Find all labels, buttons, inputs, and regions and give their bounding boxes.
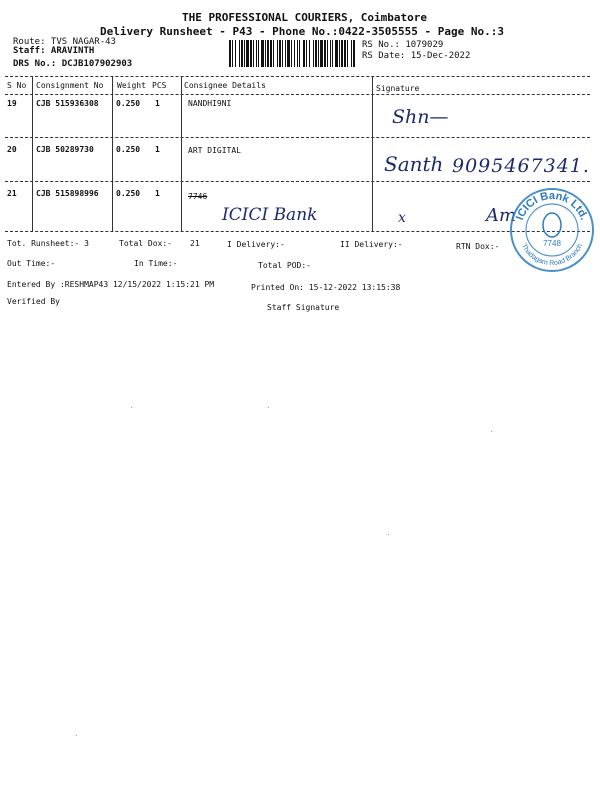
column-divider: [112, 76, 113, 231]
barcode-bar: [353, 40, 355, 67]
handwritten-phone: 9095467341.: [452, 155, 590, 177]
runsheet-subtitle: Delivery Runsheet - P43 - Phone No.:0422-3505555 - Page No.:3: [100, 25, 504, 38]
barcode-bar: [341, 40, 343, 67]
barcode-bar: [239, 40, 240, 67]
stamp-branch-name: Thadagam Road Branch: [519, 242, 585, 268]
barcode-bar: [327, 40, 328, 67]
barcode-bar: [347, 40, 348, 67]
col-header-consignment: Consignment No: [36, 81, 104, 90]
barcode-bar: [253, 40, 254, 67]
barcode-bar: [294, 40, 295, 67]
barcode-bar: [241, 40, 243, 67]
row-divider: [5, 137, 590, 138]
stamp-code: 7748: [543, 239, 561, 248]
col-header-sno: S No: [7, 81, 27, 90]
ii-delivery: II Delivery:-: [340, 240, 403, 249]
barcode-bar: [287, 40, 290, 67]
barcode-bar: [235, 40, 236, 67]
barcode-bar: [244, 40, 245, 67]
handwritten-consignee: ICICI Bank: [222, 205, 318, 225]
rtn-dox: RTN Dox:-: [456, 242, 500, 251]
barcode-bar: [256, 40, 257, 67]
entered-by: Entered By :RESHMAP43 12/15/2022 1:15:21 PM: [7, 280, 215, 289]
barcode-bar: [267, 40, 269, 67]
row-consignment: CJB 515898996: [36, 189, 99, 198]
barcode-bar: [250, 40, 252, 67]
staff-label: Staff: ARAVINTH: [13, 46, 95, 56]
row-weight: 0.250: [116, 145, 141, 154]
barcode-bar: [232, 40, 233, 67]
handwritten-signature: Santh: [384, 152, 444, 176]
column-divider: [181, 76, 182, 231]
barcode-bar: [270, 40, 272, 67]
barcode-bar: [330, 40, 331, 67]
barcode-bar: [309, 40, 310, 67]
barcode-bar: [303, 40, 305, 67]
barcode-bar: [265, 40, 266, 67]
barcode-bar: [324, 40, 326, 67]
barcode-bar: [320, 40, 323, 67]
row-sno: 19: [7, 99, 17, 108]
stamp-bank-name: ICICI Bank Ltd.: [513, 190, 591, 222]
rs-number: RS No.: 1079029: [362, 40, 444, 50]
scan-speck: [491, 431, 492, 432]
printed-on: Printed On: 15-12-2022 13:15:38: [251, 283, 401, 292]
column-divider: [372, 76, 373, 231]
row-divider: [5, 181, 590, 182]
drs-number: DRS No.: DCJB107902903: [13, 59, 133, 69]
barcode-bar: [229, 40, 231, 67]
row-consignee: 7746: [188, 192, 208, 201]
row-sno: 20: [7, 145, 17, 154]
row-weight: 0.250: [116, 99, 141, 108]
column-divider: [32, 76, 33, 231]
barcode-bar: [282, 40, 283, 67]
col-header-consignee: Consignee Details: [184, 81, 266, 90]
row-consignee: NANDHI9NI: [188, 99, 232, 108]
barcode-bar: [299, 40, 300, 67]
rs-date: RS Date: 15-Dec-2022: [362, 51, 471, 61]
bank-stamp: [509, 187, 595, 273]
barcode-bar: [246, 40, 249, 67]
scan-speck: [76, 735, 77, 736]
row-weight: 0.250: [116, 189, 141, 198]
verified-by: Verified By: [7, 297, 60, 306]
barcode-bar: [335, 40, 338, 67]
barcode-bar: [297, 40, 298, 67]
barcode-bar: [261, 40, 264, 67]
scan-speck: [268, 407, 269, 408]
barcode-bar: [273, 40, 274, 67]
barcode-bar: [313, 40, 314, 67]
bank-logo-icon: [543, 213, 561, 237]
col-header-weight: Weight: [117, 81, 146, 90]
col-header-pcs: PCS: [152, 81, 167, 90]
handwritten-signature: Am: [486, 205, 517, 226]
row-consignee: ART DIGITAL: [188, 146, 241, 155]
barcode-bar: [344, 40, 346, 67]
barcode-bar: [279, 40, 281, 67]
total-dox-label: Total Dox:-: [119, 239, 172, 248]
barcode-bar: [351, 40, 352, 67]
row-consignment: CJB 50289730: [36, 145, 94, 154]
col-header-signature: Signature: [376, 84, 420, 93]
barcode-bar: [332, 40, 333, 67]
barcode-bar: [315, 40, 317, 67]
row-sno: 21: [7, 189, 17, 198]
barcode-bar: [318, 40, 319, 67]
handwritten-signature: Shn—: [392, 106, 449, 128]
total-runsheet: Tot. Runsheet:- 3: [7, 239, 89, 248]
scan-speck: [131, 407, 132, 408]
barcode-bar: [285, 40, 286, 67]
total-pod: Total POD:-: [258, 261, 311, 270]
row-pcs: 1: [155, 145, 160, 154]
table-top-rule: [5, 76, 590, 77]
route-label: Route: TVS NAGAR-43: [13, 37, 116, 47]
row-pcs: 1: [155, 189, 160, 198]
company-title: THE PROFESSIONAL COURIERS, Coimbatore: [182, 11, 428, 24]
barcode-bar: [291, 40, 292, 67]
staff-signature-label: Staff Signature: [267, 303, 340, 312]
in-time: In Time:-: [134, 259, 178, 268]
i-delivery: I Delivery:-: [227, 240, 285, 249]
total-dox-value: 21: [190, 239, 200, 248]
table-bottom-rule: [5, 231, 590, 232]
out-time: Out Time:-: [7, 259, 56, 268]
barcode-bar: [258, 40, 259, 67]
table-header-rule: [5, 94, 590, 95]
barcode: [229, 40, 355, 67]
barcode-bar: [277, 40, 278, 67]
row-pcs: 1: [155, 99, 160, 108]
scan-speck: [388, 534, 389, 535]
row-consignment: CJB 515936308: [36, 99, 99, 108]
barcode-bar: [339, 40, 340, 67]
barcode-bar: [306, 40, 307, 67]
handwritten-mark: x: [398, 210, 406, 226]
